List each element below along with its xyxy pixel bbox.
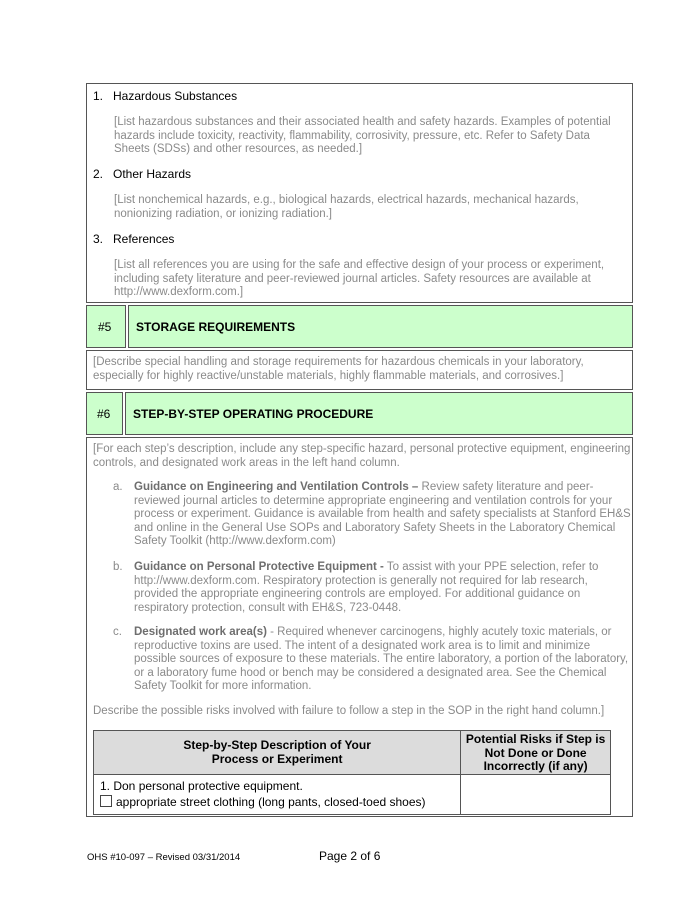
potential-risks-header: Potential Risks if Step is Not Done or Done Incorrectly (if any) bbox=[461, 731, 611, 775]
step-description-header: Step-by-Step Description of Your Process or Experiment bbox=[94, 731, 461, 775]
step-cell[interactable]: 1. Don personal protective equipment. appropriate street clothing (long pants, closed-toed shoes) bbox=[94, 774, 461, 814]
guidance-ppe: b. Guidance on Personal Protective Equipment - To assist with your PPE selection, refer to http://www.dexform.com. Respiratory protection is generally not required for lab research, provided the appropriate engineering controls are employed. For additional guidance on respiratory protection, consult with EH&S, 723-0448. bbox=[113, 561, 599, 614]
form-revision: OHS #10-097 – Revised 03/31/2014 bbox=[87, 852, 241, 863]
hazard-item-2-desc: [List nonchemical hazards, e.g., biological hazards, electrical hazards, mechanical hazards, nonionizing radiation, or ionizing radiation.] bbox=[114, 194, 579, 220]
section-6-intro: [For each step’s description, include any step-specific hazard, personal protective equipment, engineering controls, and designated work areas in the left hand column. bbox=[93, 443, 631, 469]
hazard-item-3-desc: [List all references you are using for the safe and effective design of your process or experiment, including safety literature and peer-reviewed journal articles. Safety resources are available at http://www.dexform.com.] bbox=[114, 259, 605, 298]
section-6-number: #6 bbox=[97, 407, 111, 421]
hazard-item-3-title: 3. References bbox=[93, 232, 175, 246]
section-6-closing: Describe the possible risks involved with failure to follow a step in the SOP in the right hand column.] bbox=[93, 705, 605, 717]
section-6-title: STEP-BY-STEP OPERATING PROCEDURE bbox=[133, 407, 374, 421]
street-clothing-checkbox[interactable] bbox=[100, 795, 112, 807]
risk-cell[interactable] bbox=[461, 774, 611, 814]
guidance-engineering: a. Guidance on Engineering and Ventilation Controls – Review safety literature and peer- reviewed journal articles to determine appropriate engineering and ventilation controls for your process or experiment. Guidance is available from health and safety specialists at Stanford EH&S and online in the General Use SOPs and Laboratory Safety Sheets in the Laboratory Chemical Safety Toolkit (http://www.dexform.com) bbox=[113, 481, 631, 547]
table-header-row bbox=[94, 731, 611, 775]
table-row bbox=[94, 774, 611, 814]
hazard-item-1-title: 1. Hazardous Substances bbox=[93, 89, 238, 103]
page-number: Page 2 of 6 bbox=[319, 849, 381, 863]
section-5-description: [Describe special handling and storage requirements for hazardous chemicals in your laboratory, especially for highly reactive/unstable materials, highly flammable materials, and corrosives.] bbox=[93, 356, 584, 382]
section-5-number: #5 bbox=[98, 320, 112, 334]
designated-work-area: c. Designated work area(s) - Required whenever carcinogens, highly acutely toxic materials, or reproductive toxins are used. The intent of a designated work area is to limit and minimize possible sources of exposure to these materials. The entire laboratory, a portion of the laboratory, or a laboratory fume hood or bench may be considered a designated area. See the Chemical Safety Toolkit for more information. bbox=[113, 626, 629, 692]
hazard-item-2-title: 2. Other Hazards bbox=[93, 167, 192, 181]
procedure-table bbox=[93, 730, 611, 815]
hazard-item-1-desc: [List hazardous substances and their associated health and safety hazards. Examples of potential hazards include toxicity, reactivity, flammability, corrosivity, pressure, etc. Refer to Safety Data Sheets (SDSs) and other resources, as needed.] bbox=[114, 116, 611, 155]
section-5-title: STORAGE REQUIREMENTS bbox=[136, 320, 296, 334]
